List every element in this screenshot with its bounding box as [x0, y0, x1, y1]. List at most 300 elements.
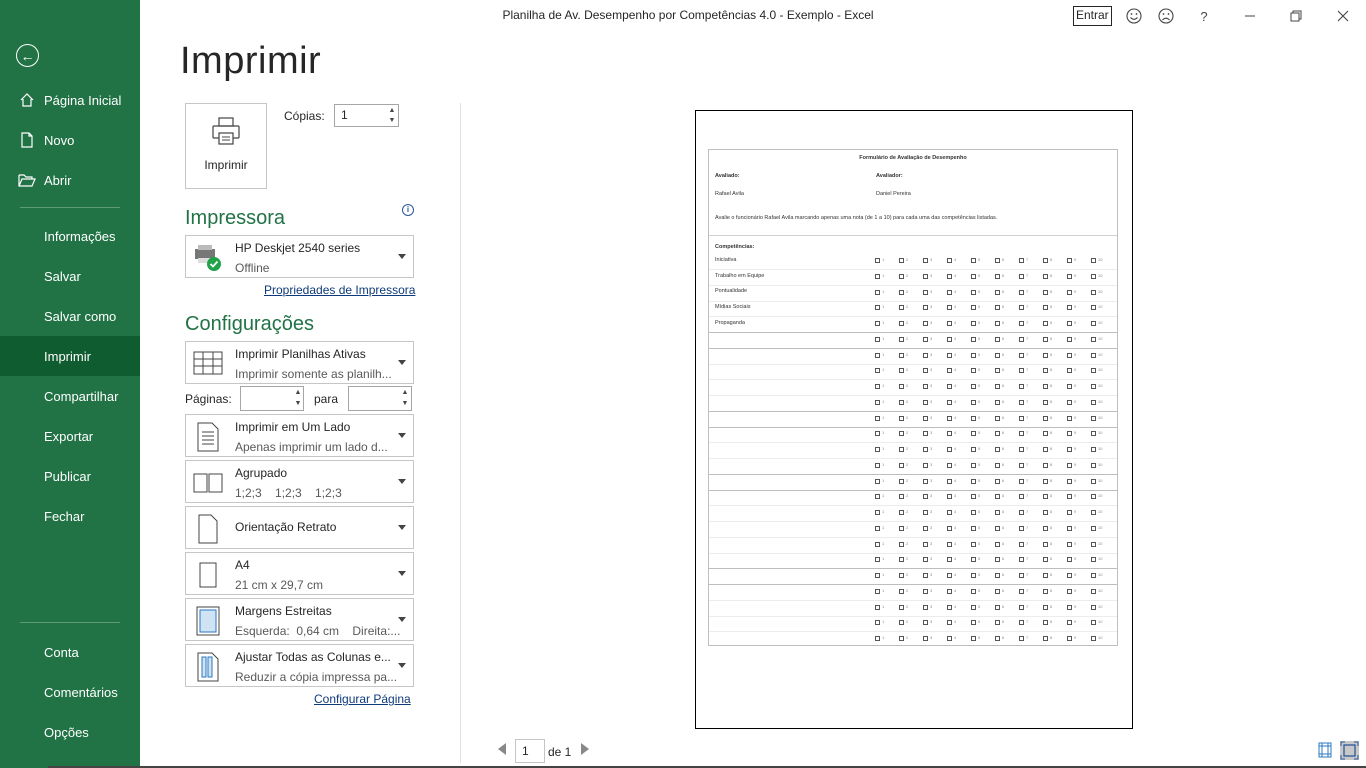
- rating-checkbox: [1067, 431, 1072, 436]
- rating-number: 10: [1098, 572, 1103, 577]
- rating-checkbox: [971, 479, 976, 484]
- rating-number: 8: [1050, 477, 1053, 483]
- rating-number: 3: [930, 367, 933, 373]
- rating-checkbox: [1043, 526, 1048, 531]
- rating-number: 9: [1074, 619, 1077, 625]
- settings-section-title: Configurações: [185, 313, 314, 335]
- rating-number: 1: [882, 540, 885, 546]
- rating-checkbox: [899, 620, 904, 625]
- rating-checkbox: [923, 463, 928, 468]
- rating-number: 5: [978, 288, 981, 294]
- rating-checkbox: [1019, 573, 1024, 578]
- rating-checkbox: [923, 337, 928, 342]
- row-divider: [709, 505, 1117, 506]
- rating-number: 7: [1026, 272, 1029, 278]
- rating-number: 6: [1002, 414, 1005, 420]
- printer-status: Offline: [235, 261, 270, 275]
- nav-print[interactable]: Imprimir: [0, 336, 140, 376]
- rating-number: 5: [978, 572, 981, 577]
- print-what-dropdown[interactable]: Imprimir Planilhas Ativas Imprimir somente as planilh...: [185, 341, 414, 384]
- rating-number: 7: [1026, 257, 1029, 262]
- rating-number: 2: [906, 635, 909, 640]
- rating-number: 5: [978, 477, 981, 483]
- rating-row: [875, 274, 1115, 282]
- rating-checkbox: [971, 557, 976, 562]
- rating-number: 3: [930, 272, 933, 278]
- row-divider: [709, 537, 1117, 538]
- rating-number: 4: [954, 556, 957, 562]
- collation-dropdown[interactable]: Agrupado 1;2;3 1;2;3 1;2;3: [185, 460, 414, 503]
- nav-account[interactable]: Conta: [44, 644, 79, 660]
- sides-dropdown[interactable]: Imprimir em Um Lado Apenas imprimir um lado d...: [185, 414, 414, 457]
- rating-checkbox: [947, 321, 952, 326]
- rating-number: 7: [1026, 635, 1029, 640]
- rating-number: 6: [1002, 304, 1005, 310]
- pages-to-down-icon[interactable]: ▼: [401, 400, 409, 407]
- zoom-to-page-icon[interactable]: [1340, 741, 1359, 760]
- rating-checkbox: [1043, 510, 1048, 515]
- rating-checkbox: [971, 384, 976, 389]
- page-number-input[interactable]: 1: [515, 739, 545, 763]
- rating-number: 4: [954, 335, 957, 341]
- rating-checkbox: [1043, 494, 1048, 499]
- rating-checkbox: [1043, 258, 1048, 263]
- portrait-icon: [190, 511, 226, 547]
- rating-checkbox: [947, 573, 952, 578]
- rating-checkbox: [1067, 384, 1072, 389]
- nav-new[interactable]: Novo: [0, 120, 140, 160]
- rating-checkbox: [1043, 431, 1048, 436]
- new-document-icon: [0, 132, 44, 148]
- rating-checkbox: [1043, 353, 1048, 358]
- rating-checkbox: [875, 636, 880, 641]
- rating-checkbox: [875, 589, 880, 594]
- rating-number: 8: [1050, 304, 1053, 310]
- rating-checkbox: [947, 305, 952, 310]
- rating-checkbox: [971, 353, 976, 358]
- nav-share[interactable]: Compartilhar: [44, 388, 119, 404]
- rating-checkbox: [923, 605, 928, 610]
- rating-number: 7: [1026, 320, 1029, 325]
- print-button-label: Imprimir: [204, 158, 248, 172]
- rating-checkbox: [1067, 479, 1072, 484]
- rating-checkbox: [1091, 573, 1096, 578]
- restore-icon[interactable]: [1284, 4, 1308, 28]
- rating-checkbox: [923, 384, 928, 389]
- rating-checkbox: [1067, 416, 1072, 421]
- rating-checkbox: [923, 368, 928, 373]
- rating-row: [875, 589, 1115, 597]
- rating-number: 5: [978, 540, 981, 546]
- rating-number: 2: [906, 320, 909, 325]
- frown-feedback-icon[interactable]: [1154, 4, 1178, 28]
- copies-label: Cópias:: [284, 109, 325, 123]
- rating-number: 9: [1074, 367, 1077, 373]
- row-divider: [709, 458, 1117, 459]
- rating-checkbox: [971, 258, 976, 263]
- rating-checkbox: [1019, 258, 1024, 263]
- rating-checkbox: [1067, 620, 1072, 625]
- rating-number: 4: [954, 509, 957, 514]
- rating-number: 9: [1074, 572, 1077, 577]
- nav-home[interactable]: Página Inicial: [0, 80, 140, 120]
- rating-number: 8: [1050, 414, 1053, 420]
- rating-number: 1: [882, 430, 885, 436]
- rating-number: 5: [978, 398, 981, 404]
- rating-row: [875, 400, 1115, 408]
- rating-row: [875, 573, 1115, 581]
- rating-checkbox: [875, 400, 880, 405]
- competencies-label: Competências:: [715, 244, 755, 250]
- paper-size-dropdown[interactable]: A4 21 cm x 29,7 cm: [185, 552, 414, 595]
- rating-number: 2: [906, 524, 909, 530]
- rating-number: 6: [1002, 288, 1005, 294]
- rating-checkbox: [995, 321, 1000, 326]
- rating-number: 1: [882, 414, 885, 420]
- rating-checkbox: [971, 337, 976, 342]
- rating-checkbox: [1043, 479, 1048, 484]
- rating-number: 7: [1026, 335, 1029, 341]
- rating-number: 1: [882, 619, 885, 625]
- rating-checkbox: [1019, 431, 1024, 436]
- rating-number: 9: [1074, 414, 1077, 420]
- rating-checkbox: [899, 573, 904, 578]
- rating-number: 9: [1074, 509, 1077, 514]
- rating-number: 8: [1050, 603, 1053, 609]
- rating-number: 7: [1026, 619, 1029, 625]
- rating-checkbox: [899, 416, 904, 421]
- pages-to-up-icon[interactable]: ▲: [401, 389, 409, 396]
- show-margins-icon[interactable]: [1317, 742, 1333, 758]
- rating-checkbox: [875, 557, 880, 562]
- rating-checkbox: [875, 494, 880, 499]
- rating-checkbox: [947, 510, 952, 515]
- rating-checkbox: [1043, 337, 1048, 342]
- rating-checkbox: [947, 557, 952, 562]
- nav-save[interactable]: Salvar: [44, 268, 81, 284]
- rating-number: 2: [906, 572, 909, 577]
- rating-checkbox: [1067, 636, 1072, 641]
- rating-checkbox: [923, 557, 928, 562]
- printer-properties-link[interactable]: Propriedades de Impressora: [264, 283, 416, 297]
- rating-number: 6: [1002, 635, 1005, 640]
- rating-checkbox: [947, 636, 952, 641]
- rating-checkbox: [899, 258, 904, 263]
- rating-number: 1: [882, 587, 885, 593]
- rating-number: 5: [978, 257, 981, 262]
- rating-number: 3: [930, 257, 933, 262]
- rating-checkbox: [1043, 557, 1048, 562]
- folder-open-icon: [0, 173, 44, 187]
- rating-number: 1: [882, 257, 885, 262]
- rating-number: 6: [1002, 446, 1005, 451]
- rating-number: 9: [1074, 335, 1077, 341]
- rating-number: 2: [906, 351, 909, 357]
- rating-number: 4: [954, 320, 957, 325]
- rating-checkbox: [1019, 305, 1024, 310]
- rating-row: [875, 290, 1115, 298]
- rating-number: 8: [1050, 272, 1053, 278]
- nav-close[interactable]: Fechar: [44, 508, 85, 524]
- page-setup-link[interactable]: Configurar Página: [314, 692, 411, 706]
- rating-checkbox: [947, 605, 952, 610]
- rating-checkbox: [899, 321, 904, 326]
- rating-checkbox: [1043, 368, 1048, 373]
- rating-number: 1: [882, 493, 885, 499]
- margins-dropdown[interactable]: Margens Estreitas Esquerda: 0,64 cm Direita:...: [185, 598, 414, 641]
- rating-number: 9: [1074, 587, 1077, 593]
- rating-row: [875, 384, 1115, 392]
- rating-number: 1: [882, 351, 885, 357]
- nav-open[interactable]: Abrir: [0, 160, 140, 200]
- rating-number: 4: [954, 257, 957, 262]
- rating-checkbox: [995, 353, 1000, 358]
- rating-number: 8: [1050, 556, 1053, 562]
- info-icon[interactable]: i: [402, 204, 414, 216]
- rating-number: 10: [1098, 367, 1103, 373]
- rating-checkbox: [995, 605, 1000, 610]
- rating-checkbox: [875, 542, 880, 547]
- rating-number: 6: [1002, 335, 1005, 341]
- sign-in-button[interactable]: Entrar: [1073, 6, 1112, 26]
- rating-checkbox: [947, 447, 952, 452]
- rating-checkbox: [995, 416, 1000, 421]
- rating-checkbox: [875, 463, 880, 468]
- rating-number: 2: [906, 257, 909, 262]
- rating-number: 9: [1074, 477, 1077, 483]
- rating-number: 10: [1098, 524, 1103, 530]
- rating-number: 10: [1098, 335, 1103, 341]
- rating-checkbox: [947, 290, 952, 295]
- rating-number: 5: [978, 493, 981, 499]
- rating-number: 10: [1098, 288, 1103, 294]
- rating-checkbox: [971, 589, 976, 594]
- rating-checkbox: [875, 573, 880, 578]
- rating-checkbox: [947, 416, 952, 421]
- pages-from-down-icon[interactable]: ▼: [294, 400, 302, 407]
- rating-checkbox: [1091, 479, 1096, 484]
- rating-checkbox: [1091, 526, 1096, 531]
- rating-checkbox: [1067, 337, 1072, 342]
- rating-row: [875, 447, 1115, 455]
- rating-number: 5: [978, 556, 981, 562]
- rating-checkbox: [923, 479, 928, 484]
- rating-checkbox: [875, 510, 880, 515]
- row-divider: [709, 411, 1117, 412]
- rating-number: 3: [930, 414, 933, 420]
- rating-number: 1: [882, 320, 885, 325]
- rating-checkbox: [1091, 274, 1096, 279]
- nav-publish[interactable]: Publicar: [44, 468, 91, 484]
- rating-checkbox: [899, 384, 904, 389]
- rating-number: 3: [930, 398, 933, 404]
- rating-number: 3: [930, 304, 933, 310]
- rating-number: 2: [906, 335, 909, 341]
- rating-number: 3: [930, 619, 933, 625]
- rating-checkbox: [875, 447, 880, 452]
- rating-number: 6: [1002, 257, 1005, 262]
- printer-dropdown[interactable]: [185, 235, 414, 278]
- rating-number: 7: [1026, 351, 1029, 357]
- rating-checkbox: [947, 258, 952, 263]
- rating-number: 2: [906, 398, 909, 404]
- rating-checkbox: [899, 305, 904, 310]
- rating-checkbox: [1067, 274, 1072, 279]
- nav-options[interactable]: Opções: [44, 724, 89, 740]
- rating-checkbox: [923, 589, 928, 594]
- rating-number: 4: [954, 414, 957, 420]
- rating-checkbox: [899, 447, 904, 452]
- rating-checkbox: [947, 337, 952, 342]
- help-button[interactable]: ?: [1200, 8, 1208, 24]
- rating-checkbox: [1091, 416, 1096, 421]
- copies-input[interactable]: 1: [334, 104, 399, 127]
- rating-row: [875, 258, 1115, 266]
- rating-number: 8: [1050, 383, 1053, 388]
- title-bar: [140, 0, 1366, 32]
- window-title: Planilha de Av. Desempenho por Competências 4.0 - Exemplo - Excel: [502, 8, 874, 22]
- rating-checkbox: [995, 258, 1000, 263]
- rating-number: 9: [1074, 635, 1077, 640]
- nav-export[interactable]: Exportar: [44, 428, 94, 444]
- rating-checkbox: [971, 510, 976, 515]
- copies-down-icon[interactable]: ▼: [388, 117, 396, 124]
- rating-checkbox: [1091, 494, 1096, 499]
- rating-checkbox: [1067, 258, 1072, 263]
- rating-number: 4: [954, 635, 957, 640]
- minimize-icon[interactable]: [1238, 4, 1262, 28]
- orientation-dropdown[interactable]: Orientação Retrato: [185, 506, 414, 549]
- back-arrow-icon[interactable]: ←: [16, 44, 39, 67]
- rating-checkbox: [899, 557, 904, 562]
- rating-checkbox: [899, 431, 904, 436]
- rating-checkbox: [899, 353, 904, 358]
- nav-save-as[interactable]: Salvar como: [44, 308, 117, 324]
- page-total: de 1: [548, 745, 572, 759]
- rating-checkbox: [995, 620, 1000, 625]
- rating-checkbox: [875, 384, 880, 389]
- rating-number: 7: [1026, 603, 1029, 609]
- rating-checkbox: [1043, 290, 1048, 295]
- rating-checkbox: [1019, 479, 1024, 484]
- rating-number: 6: [1002, 383, 1005, 388]
- rating-number: 2: [906, 587, 909, 593]
- row-divider: [709, 285, 1117, 286]
- scaling-dropdown[interactable]: Ajustar Todas as Colunas e... Reduzir a cópia impressa pa...: [185, 644, 414, 687]
- rating-row: [875, 337, 1115, 345]
- rating-number: 3: [930, 383, 933, 388]
- rating-row: [875, 353, 1115, 361]
- rating-number: 10: [1098, 556, 1103, 562]
- rating-checkbox: [947, 384, 952, 389]
- rating-number: 7: [1026, 398, 1029, 404]
- rating-number: 5: [978, 430, 981, 436]
- rating-number: 4: [954, 603, 957, 609]
- rating-number: 9: [1074, 524, 1077, 530]
- rating-number: 9: [1074, 398, 1077, 404]
- rating-checkbox: [875, 526, 880, 531]
- rating-checkbox: [1019, 557, 1024, 562]
- rating-checkbox: [1043, 589, 1048, 594]
- rating-checkbox: [899, 400, 904, 405]
- rating-checkbox: [1019, 526, 1024, 531]
- rating-checkbox: [971, 494, 976, 499]
- rating-row: [875, 526, 1115, 534]
- rating-checkbox: [995, 305, 1000, 310]
- rating-checkbox: [947, 368, 952, 373]
- rating-checkbox: [923, 526, 928, 531]
- rating-number: 2: [906, 288, 909, 294]
- rating-number: 6: [1002, 351, 1005, 357]
- rating-number: 3: [930, 288, 933, 294]
- rating-number: 4: [954, 524, 957, 530]
- rating-checkbox: [875, 620, 880, 625]
- rating-checkbox: [995, 431, 1000, 436]
- rating-number: 7: [1026, 477, 1029, 483]
- rating-checkbox: [1019, 337, 1024, 342]
- rating-number: 6: [1002, 524, 1005, 530]
- rating-row: [875, 305, 1115, 313]
- backstage-sidebar: [0, 0, 140, 768]
- rating-checkbox: [1091, 305, 1096, 310]
- pages-from-up-icon[interactable]: ▲: [294, 389, 302, 396]
- rating-checkbox: [947, 526, 952, 531]
- rating-checkbox: [1067, 353, 1072, 358]
- row-divider: [709, 332, 1117, 333]
- rating-checkbox: [971, 620, 976, 625]
- close-icon[interactable]: [1331, 4, 1355, 28]
- rating-number: 4: [954, 587, 957, 593]
- rating-checkbox: [1019, 510, 1024, 515]
- nav-info[interactable]: Informações: [44, 228, 116, 244]
- rating-checkbox: [971, 290, 976, 295]
- rating-number: 5: [978, 272, 981, 278]
- rating-checkbox: [1067, 400, 1072, 405]
- rating-checkbox: [923, 353, 928, 358]
- rating-number: 3: [930, 635, 933, 640]
- rating-checkbox: [1091, 258, 1096, 263]
- rating-number: 1: [882, 477, 885, 483]
- rating-row: [875, 605, 1115, 613]
- rating-checkbox: [971, 400, 976, 405]
- smile-feedback-icon[interactable]: [1122, 4, 1146, 28]
- rating-number: 4: [954, 430, 957, 436]
- chevron-down-icon: [398, 525, 406, 530]
- copies-up-icon[interactable]: ▲: [388, 107, 396, 114]
- rating-checkbox: [875, 353, 880, 358]
- rating-checkbox: [1091, 431, 1096, 436]
- nav-feedback[interactable]: Comentários: [44, 684, 118, 700]
- print-button[interactable]: [185, 103, 267, 189]
- next-page-icon[interactable]: [581, 743, 589, 755]
- rating-checkbox: [1091, 510, 1096, 515]
- rating-checkbox: [995, 400, 1000, 405]
- rating-number: 8: [1050, 524, 1053, 530]
- rating-number: 2: [906, 414, 909, 420]
- rating-number: 10: [1098, 635, 1103, 640]
- rating-number: 5: [978, 619, 981, 625]
- row-divider: [709, 584, 1117, 585]
- rating-checkbox: [971, 636, 976, 641]
- rating-number: 2: [906, 540, 909, 546]
- rating-checkbox: [995, 557, 1000, 562]
- rating-row: [875, 494, 1115, 502]
- competency-label: Propaganda: [715, 320, 745, 326]
- rating-checkbox: [1019, 589, 1024, 594]
- rating-checkbox: [971, 463, 976, 468]
- rating-number: 2: [906, 461, 909, 467]
- previous-page-icon[interactable]: [498, 743, 506, 755]
